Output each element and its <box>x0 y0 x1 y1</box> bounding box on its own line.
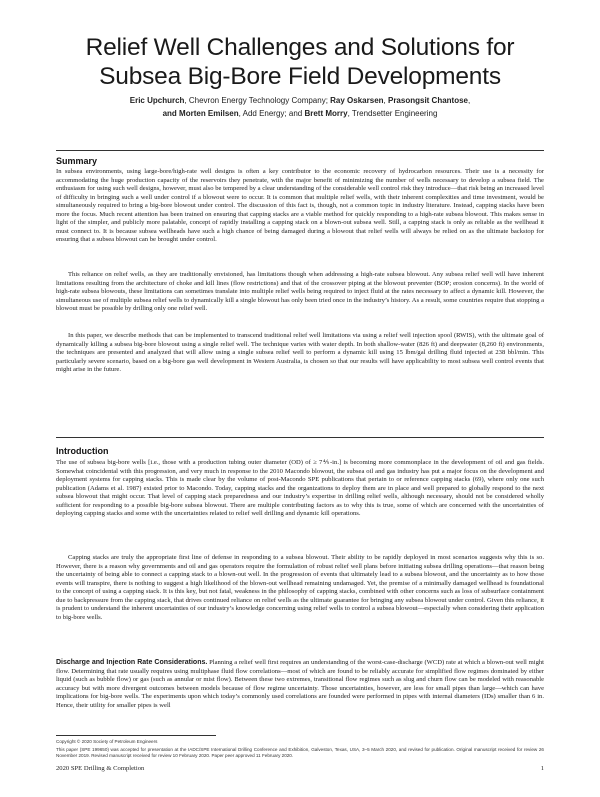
page-number: 1 <box>540 765 544 772</box>
title-line-2: Subsea Big-Bore Field Developments <box>99 63 501 90</box>
author-affiliation: , Add Energy; and <box>238 109 305 118</box>
summary-paragraph: In this paper, we describe methods that can be implemented to transcend traditional relief well limitations via using a relief well injection spool (RWIS), with the ultimate goal of dynamically killing a subsea big-bore blowout using a single relief well. The technique varies with water depth. In both shallow-water (826 ft) and deepwater (8,260 ft) environments, the techniques are presented and analyzed that will allow using a single subsea relief well to perform a dynamic kill using 15 lbm/gal drilling fluid injected at 238 bbl/min. This particularly severe scenario, based on a big-bore gas well development in Western Australia, is chosen so that our results will have applicability to most subsea well control events that might arise in the future. <box>56 332 544 374</box>
author-affiliation: , Trendsetter Engineering <box>347 109 438 118</box>
introduction-heading: Introduction <box>56 446 109 456</box>
author-affiliation: , <box>383 96 388 105</box>
summary-paragraph: This reliance on relief wells, as they are traditionally envisioned, has limitations though when addressing a high-rate subsea blowout. Any subsea relief well will have inherent limitations resulting from the architecture of choke and kill lines (flow restrictions) and that of the crossover piping at the blowout preventer (BOP; erosion concerns). In the world of high-rate subsea blowouts, these limitations can sometimes translate into multiple relief wells being required to inject fluid at the rates necessary to affect a dynamic kill. However, the simultaneous use of multiple subsea relief wells to dynamically kill a single blowout has only been tried once in the industry’s history. As a result, some countries require that stopping a blowout must be possible by drilling only one relief well. <box>56 271 544 313</box>
author-name: Brett Morry <box>304 109 348 118</box>
title-line-1: Relief Well Challenges and Solutions for <box>85 34 515 61</box>
author-list <box>50 94 550 120</box>
section-divider <box>56 437 544 438</box>
author-line-2 <box>50 107 550 120</box>
author-name: Eric Upchurch <box>129 96 185 105</box>
introduction-paragraph: The use of subsea big-bore wells [i.e., those with a production tubing outer diameter (OD) of ≥ 7⅘-in.] is becoming more commonplace in the development of oil and gas fields. Somewhat coincidental with this progression, and very much in response to the 2010 Macondo blowout, the subsea oil and gas industry has put a major focus on the development and deployment systems for capping stacks. This is made clear by the volume of post-Macondo SPE publications that pertain to or reference capping stacks (69), where only one such publication (Adams et al. 1987) existed prior to Macondo. Today, capping stacks and the organizations to deploy them are in place and well prepared to globally respond to the next subsea blowout that might occur. That level of capping stack preparedness and our industry’s expertise in drilling relief wells, although necessary, should not be considered wholly sufficient for responding to a possible big-bore subsea blowout. There are multiple contributing factors as to why this is true, some of which are concerned with the uncertainties of deploying capping stacks and some with the uncertainties related to relief well drilling and dynamic kill operations. <box>56 459 544 518</box>
summary-heading: Summary <box>56 156 98 166</box>
summary-paragraph: In subsea environments, using large-bore/high-rate well designs is often a key contributor to the economic recovery of hydrocarbon resources. Their use is a necessity for accommodating the huge production capacity of the reservoirs they penetrate, with the major benefit of minimizing the number of wells necessary to develop a subsea field. The enthusiasm for using such well designs, however, must also be tempered by a clear understanding of the considerable well control risk they introduce—that risk being an increased level of difficulty in bringing such a well under control if a blowout were to occur. It is common that multiple relief wells, with their inherent complexities and time investment, would be simultaneously required to bring a big-bore blowout under control. The discussion of this fact is, though, not a common topic in industry literature. Instead, capping stacks have been more the focus. Much recent attention has been trained on ensuring that capping stacks are a viable method for quickly responding to a high-rate subsea blowout. This makes sense in light of the simpler, and publicly more palatable, concept of rapidly installing a capping stack on a blown-out subsea well. Still, a capping stack is only as reliable as the wellhead it must connect to. It is because subsea wellheads have such a high chance of being damaged during a blowout that relief wells will always be relied on as the ultimate backstop for ensuring that a subsea blowout can be brought under control. <box>56 168 544 244</box>
footnote-divider <box>56 735 216 736</box>
subsection-heading: Discharge and Injection Rate Considerations. <box>56 659 208 666</box>
discharge-text: Planning a relief well first requires an understanding of the worst-case-discharge (WCD) rate at which a blown-out well might flow. Determining that rate usually requires using multiphase fluid flow correlations—most of which are found to be reliably accurate for simplified flow regimes dominated by either liquid (such as bubble flow) or gas (such as annular or mist flow). Between these two extremes, transitional flow regimes such as slug and churn flow can be modeled with reasonable accuracy but with more divergent outcomes between models because of flow regime uncertainty. Those uncertainties, however, are less for small pipes than large—which can have implications for big-bore wells. The experiments upon which today’s commonly used correlations are founded were performed in pipes with internal diameters (IDs) smaller than 6 in. Hence, their utility for smaller pipes is well <box>56 659 544 709</box>
copyright-notice: Copyright © 2020 Society of Petroleum Engineers <box>56 739 158 744</box>
introduction-paragraph: Capping stacks are truly the appropriate first line of defense in responding to a subsea blowout. Their ability to be rapidly deployed in most scenarios suggests why this is so. However, there is a reason why governments and oil and gas operators require the formulation of robust relief well plans before initiating subsea drilling operations—that reason being the uncertainty of being able to connect a capping stack to a blown-out well. In the progression of events that ultimately lead to a subsea blowout, and the uncertainty as to how those events will transpire, there is nothing to suggest a high likelihood of the blown-out wellhead remaining undamaged. Yet, the premise of a minimally damaged wellhead is foundational to the concept of using a capping stack. It is this key, but not fatal, weakness in the philosophy of capping stacks, combined with other concerns such as loss of subsurface containment due to backpressure from the capping stack, that drives continued reliance on relief wells as the ultimate guarantee for bringing any subsea blowout under control. Given this reliance, it is prudent to understand the inherent uncertainties of our industry’s knowledge concerning using relief wells to control a subsea blowout—especially when considering their application to big-bore wells. <box>56 554 544 621</box>
publication-note: This paper (SPE 199650) was accepted for presentation at the IADC/SPE International Drilling Conference and Exhibition, Galveston, Texas, USA, 3–5 March 2020, and revised for publication. Original manuscript received for review 26 November 2019. Revised manuscript received for review 10 February 2020. Paper peer approved 11 February 2020. <box>56 747 544 759</box>
author-name: Prasongsit Chantose <box>387 96 468 105</box>
author-name: and Morten Emilsen <box>162 109 239 118</box>
journal-name: 2020 SPE Drilling & Completion <box>56 765 145 772</box>
author-line-1 <box>50 94 550 107</box>
paper-title <box>50 33 550 91</box>
author-affiliation: , <box>468 96 471 105</box>
section-divider <box>56 150 544 151</box>
discharge-paragraph <box>56 659 544 710</box>
author-affiliation: , Chevron Energy Technology Company; <box>184 96 331 105</box>
author-name: Ray Oskarsen <box>330 96 384 105</box>
